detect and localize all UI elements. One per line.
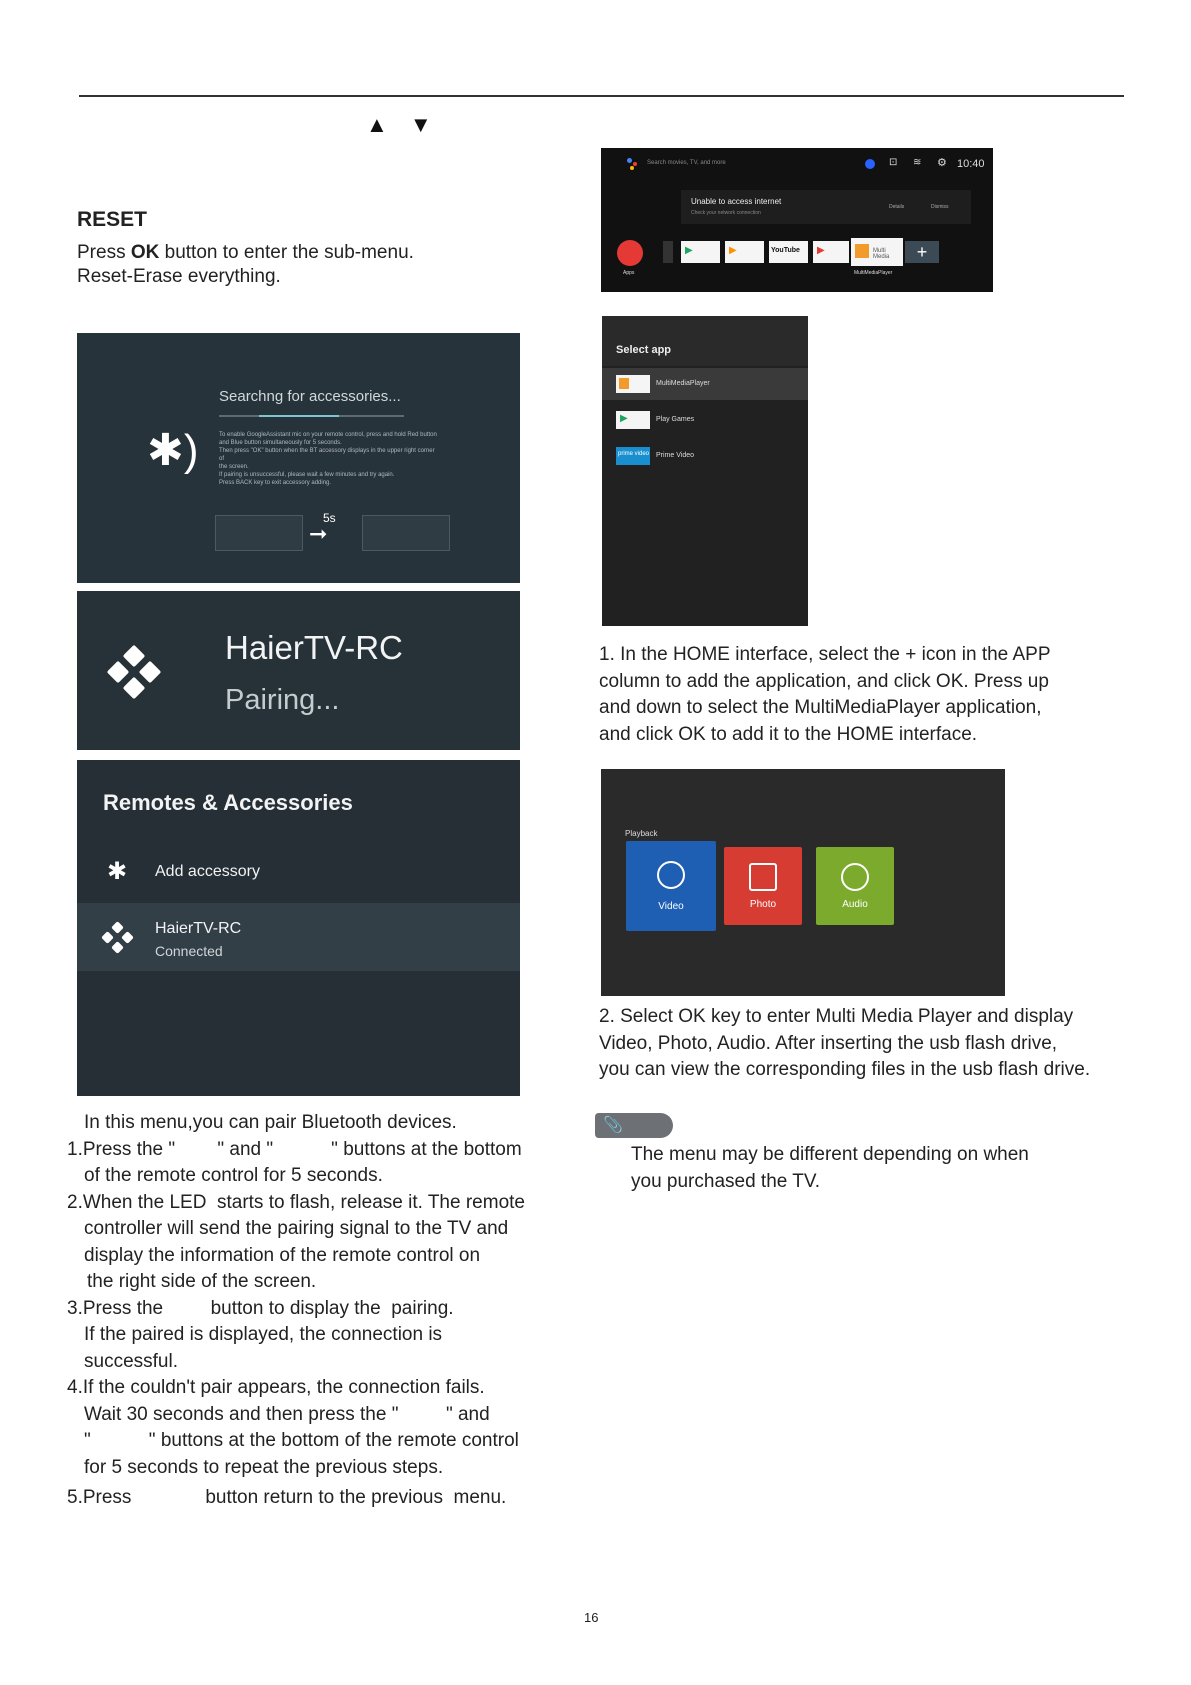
bluetooth-icon: ✱)	[147, 426, 199, 475]
banner-title: Unable to access internet	[691, 197, 782, 206]
dismiss-button[interactable]: Dismiss	[931, 204, 949, 210]
add-app-button[interactable]: +	[905, 241, 939, 263]
gamepad-icon	[107, 645, 161, 699]
note-text	[631, 1142, 1151, 1195]
internet-banner	[681, 190, 971, 224]
paired-device-status: Connected	[155, 943, 223, 959]
header-rule	[79, 95, 1124, 97]
details-button[interactable]: Details	[889, 204, 905, 210]
arrow-right-icon: ➞	[309, 521, 328, 546]
step1-line-3: and down to select the MultiMediaPlayer application,	[599, 697, 1042, 718]
playback-label: Playback	[625, 829, 658, 838]
step2-line-2: Video, Photo, Audio. After inserting the usb flash drive,	[599, 1032, 1058, 1054]
right-step-2	[599, 1004, 1179, 1084]
app-tile-google-play-music[interactable]: ▶	[725, 241, 764, 263]
photo-card[interactable]: Photo	[724, 847, 802, 925]
step2-line-3: you can view the corresponding files in the usb flash drive.	[599, 1059, 1091, 1080]
step-4-line-4: for 5 seconds to repeat the previous steps.	[84, 1456, 444, 1478]
step1-line-4: and click OK to add it to the HOME interface.	[599, 723, 978, 745]
pairing-status: Pairing...	[225, 684, 340, 716]
play-circle-icon	[841, 863, 869, 891]
right-step-1	[599, 642, 1159, 748]
photo-icon	[749, 863, 777, 891]
screen-searching-accessories	[77, 333, 520, 583]
page-number: 16	[584, 1610, 599, 1625]
step-2-line-2: controller will send the pairing signal to the TV and	[84, 1218, 509, 1239]
back-hint: Press BACK key to exit accessory adding.	[219, 480, 332, 486]
multimedia-label: MultiMediaPlayer	[854, 270, 893, 276]
input-icon[interactable]: ⊡	[889, 157, 898, 168]
video-camera-icon	[657, 861, 685, 889]
app-tile-google-play-store[interactable]: ▶	[681, 241, 720, 263]
account-icon[interactable]	[865, 159, 875, 169]
searching-title: Searchng for accessories...	[219, 388, 401, 405]
step2-line-1: 2. Select OK key to enter Multi Media Player and display	[599, 1006, 1074, 1027]
step-2-line-1: 2.When the LED starts to flash, release it. The remote	[67, 1191, 525, 1213]
paperclip-icon: 📎	[603, 1117, 623, 1134]
add-accessory-item[interactable]: Add accessory	[155, 863, 260, 880]
remotes-title: Remotes & Accessories	[103, 790, 353, 815]
screen-pairing	[77, 591, 520, 750]
screen-select-app	[602, 316, 808, 626]
up-down-arrows: ▲ ▼	[366, 112, 440, 137]
prime-video-icon: prime video	[616, 447, 650, 465]
reset-instruction: Press OK button to enter the sub-menu.	[77, 242, 414, 263]
left-steps	[67, 1110, 587, 1512]
pairing-instructions: To enable GoogleAssistant mic on your remote control, press and hold Red button and Blue button simultaneously for 5 seconds. Then press "OK" button when the BT accessory displays in the upper right corner of the screen. If pairing is unsuccessful, please wait a few minutes and try again.	[219, 432, 437, 478]
app-tile-partial[interactable]	[663, 241, 673, 263]
seconds-label: 5s	[323, 511, 336, 525]
step-4-line-1: 4.If the couldn't pair appears, the connection fails.	[67, 1377, 485, 1398]
step-3-line-2: If the paired is displayed, the connection is	[84, 1324, 443, 1345]
ok-key-label: OK	[130, 242, 160, 263]
step1-line-2: column to add the application, and click OK. Press up	[599, 670, 1049, 692]
play-games-icon: ▶	[616, 411, 650, 429]
gear-icon[interactable]: ⚙	[937, 157, 947, 169]
app-tile-multimedia[interactable]: Multi Media	[851, 238, 903, 266]
app-option-multimediaplayer[interactable]: MultiMediaPlayer	[656, 380, 710, 387]
step-3-line-3: successful.	[84, 1350, 178, 1372]
video-card[interactable]: Video	[626, 841, 716, 931]
search-bar[interactable]: Search movies, TV, and more	[647, 160, 726, 166]
steps-intro: In this menu,you can pair Bluetooth devices.	[84, 1112, 457, 1133]
app-option-play-games[interactable]: Play Games	[656, 416, 695, 423]
note-tag	[595, 1113, 673, 1138]
device-name: HaierTV-RC	[225, 629, 403, 666]
note-line-2: you purchased the TV.	[631, 1170, 821, 1192]
paired-device-name[interactable]: HaierTV-RC	[155, 920, 242, 937]
select-app-title: Select app	[616, 344, 672, 356]
step-2-line-4: the right side of the screen.	[87, 1271, 317, 1292]
apps-label: Apps	[623, 270, 635, 276]
clock: 10:40	[957, 158, 985, 170]
remote-ok-illustration	[362, 515, 450, 551]
app-tile-youtube[interactable]: YouTube	[769, 241, 808, 263]
progress-bar	[219, 415, 404, 417]
step-3-line-1: 3.Press the button to display the pairing.	[67, 1297, 454, 1319]
section-title-reset: RESET	[77, 208, 148, 231]
audio-card[interactable]: Audio	[816, 847, 894, 925]
remote-buttons-illustration	[215, 515, 303, 551]
app-tile-google-play-movies[interactable]: ▶	[813, 241, 849, 263]
step-2-line-3: display the information of the remote control on	[84, 1244, 481, 1266]
bluetooth-icon: ✱	[107, 858, 128, 885]
step1-line-1: 1. In the HOME interface, select the + icon in the APP	[599, 644, 1051, 665]
google-assistant-icon	[627, 158, 639, 170]
reset-description: Reset-Erase everything.	[77, 266, 281, 287]
wifi-off-icon[interactable]: ≋	[913, 157, 922, 168]
step-1-line-1: 1.Press the " " and " " buttons at the bottom	[67, 1138, 522, 1160]
step-5: 5.Press button return to the previous menu.	[67, 1487, 507, 1508]
multimedia-app-icon	[616, 375, 650, 393]
apps-grid-icon[interactable]	[617, 240, 643, 266]
app-option-prime-video[interactable]: Prime Video	[656, 452, 695, 459]
step-4-line-2: Wait 30 seconds and then press the " " and	[84, 1403, 490, 1425]
screen-home	[601, 148, 993, 292]
step-4-line-3: " " buttons at the bottom of the remote control	[84, 1430, 519, 1451]
note-line-1: The menu may be different depending on when	[631, 1144, 1029, 1165]
screen-remotes-accessories	[77, 760, 520, 1096]
selected-row-highlight	[77, 903, 520, 971]
banner-subtitle: Check your network connection	[691, 210, 761, 216]
step-1-line-2: of the remote control for 5 seconds.	[84, 1165, 383, 1186]
gamepad-icon	[103, 923, 133, 953]
screen-playback	[601, 769, 1005, 996]
